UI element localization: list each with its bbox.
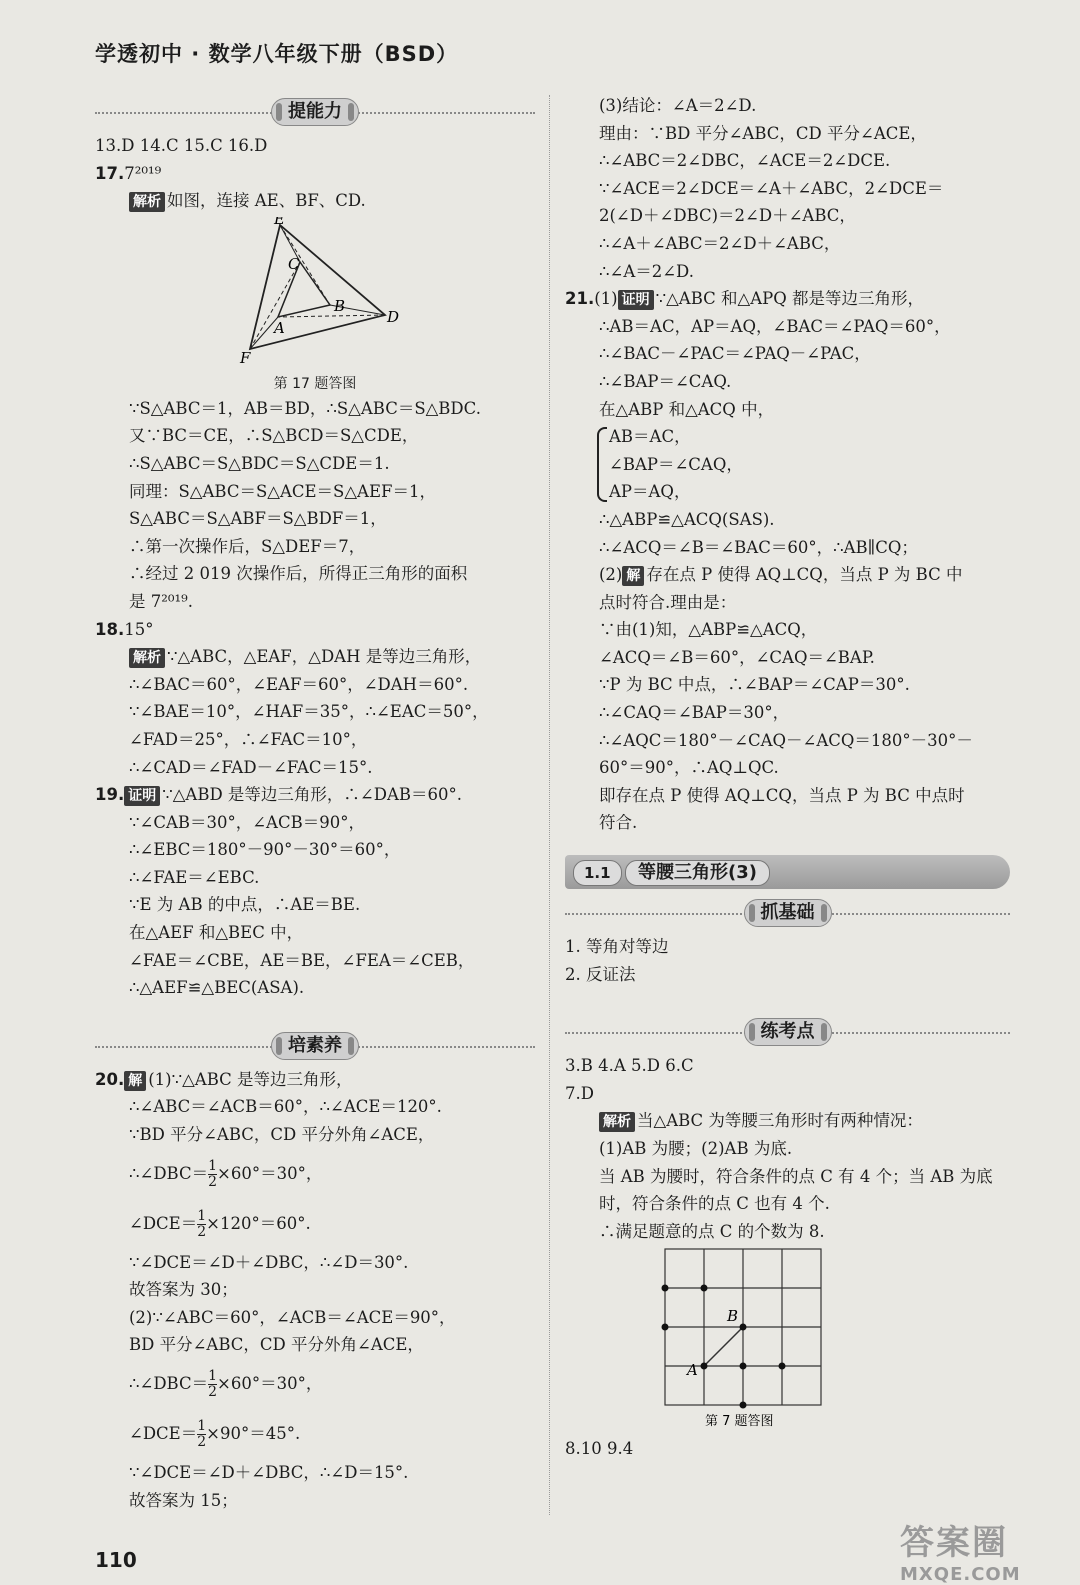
practice-answer: 8.10 9.4 [565, 1439, 634, 1459]
answer-18: 18.15° [95, 619, 154, 639]
unit-banner [565, 855, 1010, 889]
sol-21-line: ∴∠ACQ＝∠B＝∠BAC＝60°，∴AB∥CQ； [599, 537, 918, 557]
sol-21-line: 点时符合.理由是： [599, 592, 737, 612]
sol-21-line: (2) 解 存在点 P 使得 AQ⊥CQ，当点 P 为 BC 中 [599, 565, 963, 585]
sol-21-line: ∠ACQ＝∠B＝60°，∠CAQ＝∠BAP. [599, 647, 875, 667]
section-header-zhuajichu [565, 899, 1010, 929]
section-header-tinengli [95, 98, 535, 128]
analysis-17-intro: 解析 如图，连接 AE、BF、CD. [95, 187, 535, 215]
sol-21-line: ∴∠CAQ＝∠BAP＝30°， [599, 703, 790, 723]
label-d: D [387, 307, 400, 326]
answer-13-16: 13.D 14.C 15.C 16.D [95, 136, 268, 155]
column-divider [549, 95, 550, 1515]
sol-7-line: 解析 当△ABC 为等腰三角形时有两种情况： [565, 1107, 1010, 1135]
sol-19-line: ∵∠CAB＝30°，∠ACB＝90°， [129, 812, 365, 832]
page-number: 110 [95, 1548, 137, 1572]
page-header: 学透初中 · 数学八年级下册（BSD） [95, 42, 459, 66]
basic-answer: 1. 等角对等边 [565, 937, 669, 957]
practice-answer: 3.B 4.A 5.D 6.C [565, 1056, 694, 1076]
section-title: 抓基础 [744, 899, 832, 927]
sol-17-line: 又∵BC＝CE，∴S△BCD＝S△CDE， [129, 426, 419, 446]
sol-17-line: S△ABC＝S△ABF＝S△BDF＝1， [129, 509, 387, 529]
figure-17-caption: 第 17 题答图 [273, 375, 357, 392]
sol-19-line: 在△AEF 和△BEC 中， [129, 923, 304, 943]
sol-17-line: ∵S△ABC＝1，AB＝BD，∴S△ABC＝S△BDC. [129, 398, 481, 418]
sol-17-line: ∴第一次操作后，S△DEF＝7， [129, 536, 366, 556]
label-c: C [288, 254, 300, 273]
sol-20-line: ∠DCE＝ $\frac{1}{2}$ ×90°＝45°. [129, 1418, 301, 1450]
sol-20-line: ∴∠ABC＝∠ACB＝60°，∴∠ACE＝120°. [129, 1097, 442, 1117]
section-header-peisuyang [95, 1032, 535, 1062]
answer-17: 17.7²⁰¹⁹ [95, 163, 162, 183]
sol-7-line: 当 AB 为腰时，符合条件的点 C 有 4 个；当 AB 为底 [599, 1166, 993, 1186]
figure-17-diagram [230, 217, 400, 367]
sol-7-line: (1)AB 为腰；(2)AB 为底. [599, 1139, 793, 1158]
sol-17-line: 是 7²⁰¹⁹. [129, 591, 193, 611]
sol-19-line: ∴△AEF≌△BEC(ASA). [129, 978, 305, 998]
sol-18-line: 解析 ∵△ABC，△EAF，△DAH 是等边三角形， [95, 643, 535, 671]
condition-line: AP＝AQ， [609, 482, 691, 502]
sol-18-line: ∵∠BAE＝10°，∠HAF＝35°，∴∠EAC＝50°， [129, 702, 489, 722]
sol-20-3-line: ∵∠ACE＝2∠DCE＝∠A＋∠ABC，2∠DCE＝ [599, 178, 944, 198]
sol-21-line: 符合. [599, 813, 638, 833]
figure-17 [95, 217, 535, 393]
label-b: B [334, 296, 346, 315]
sol-20-line: ∠DCE＝ $\frac{1}{2}$ ×120°＝60°. [129, 1207, 311, 1240]
sol-21-line: 在△ABP 和△ACQ 中， [599, 399, 775, 419]
sol-20-3-line: ∴∠A＝2∠D. [599, 261, 694, 281]
sol-19-line: ∵E 为 AB 的中点，∴AE＝BE. [129, 895, 361, 915]
sol-19-line: ∠FAE＝∠CBE，AE＝BE，∠FEA＝∠CEB， [129, 950, 475, 970]
label-e: E [274, 216, 285, 228]
sol-21-line: ∵由(1)知，△ABP≌△ACQ， [599, 620, 818, 640]
sol-20-line: ∴∠DBC＝ $\frac{1}{2}$ ×60°＝30°， [129, 1157, 323, 1190]
sol-7-line: ∴满足题意的点 C 的个数为 8. [599, 1221, 825, 1241]
sol-20-3-line: (3)结论：∠A＝2∠D. [599, 96, 757, 115]
answer-21: 21.(1) 证明 ∵△ABC 和△APQ 都是等边三角形， [565, 289, 924, 309]
sol-21-line: ∴∠AQC＝180°－∠CAQ－∠ACQ＝180°－30°－ [599, 730, 973, 750]
answer-20: 20. 解 (1)∵△ABC 是等边三角形， [95, 1069, 353, 1089]
sol-17-line: 同理：S△ABC＝S△ACE＝S△AEF＝1， [129, 481, 436, 501]
sol-7-line: 时，符合条件的点 C 也有 4 个. [599, 1194, 830, 1214]
sol-18-line: ∴∠CAD＝∠FAD－∠FAC＝15°. [129, 757, 373, 777]
practice-answer: 7.D [565, 1083, 594, 1103]
sol-20-line: ∴∠DBC＝ $\frac{1}{2}$ ×60°＝30°， [129, 1368, 323, 1400]
watermark: 答案圈 MXQE.COM [900, 1523, 1021, 1585]
sol-20-line: ∵∠DCE＝∠D＋∠DBC，∴∠D＝15°. [129, 1463, 409, 1482]
figure-7-grid [625, 1247, 825, 1429]
sol-20-3-line: ∴∠A＋∠ABC＝2∠D＋∠ABC， [599, 233, 841, 253]
sol-20-3-line: 2(∠D＋∠DBC)＝2∠D＋∠ABC， [599, 206, 856, 226]
condition-line: AB＝AC， [609, 427, 691, 447]
unit-title: 等腰三角形(3) [625, 860, 770, 886]
sol-21-line: ∴AB＝AC，AP＝AQ，∠BAC＝∠PAQ＝60°， [599, 316, 951, 336]
analysis-tag: 解析 [129, 192, 165, 212]
fraction-half: $\frac{1}{2}$ [197, 1418, 207, 1450]
fraction-half: $\frac{1}{2}$ [208, 1368, 218, 1400]
sol-20-line: 故答案为 30； [129, 1280, 238, 1300]
sol-21-line: ∴∠BAC－∠PAC＝∠PAQ－∠PAC， [599, 344, 871, 364]
sol-17-line: ∴经过 2 019 次操作后，所得正三角形的面积 [129, 564, 468, 584]
sol-21-line: 即存在点 P 使得 AQ⊥CQ，当点 P 为 BC 中点时 [599, 785, 965, 805]
sol-20-3-line: 理由：∵BD 平分∠ABC，CD 平分∠ACE， [599, 123, 927, 143]
sol-20-line: 故答案为 15； [129, 1490, 238, 1510]
sol-18-line: ∴∠BAC＝60°，∠EAF＝60°，∠DAH＝60°. [129, 674, 469, 694]
sas-conditions [595, 423, 1010, 506]
fraction-half: $\frac{1}{2}$ [208, 1157, 218, 1190]
sol-20-3-line: ∴∠ABC＝2∠DBC，∠ACE＝2∠DCE. [599, 151, 891, 171]
section-title: 练考点 [744, 1018, 832, 1046]
section-title: 提能力 [271, 98, 359, 126]
label-a: A [274, 318, 285, 337]
sol-19-line: ∴∠EBC＝180°－90°－30°＝60°， [129, 840, 401, 860]
section-header-liankaodian [565, 1018, 1010, 1048]
sol-21-line: ∴△ABP≌△ACQ(SAS). [599, 509, 775, 529]
fraction-half: $\frac{1}{2}$ [197, 1207, 207, 1240]
basic-answer: 2. 反证法 [565, 964, 636, 984]
label-b: B [727, 1307, 739, 1326]
sol-21-line: ∴∠BAP＝∠CAQ. [599, 371, 732, 391]
unit-number: 1.1 [573, 860, 622, 886]
condition-line: ∠BAP＝∠CAQ， [609, 454, 743, 474]
sol-21-line: ∵P 为 BC 中点，∴∠BAP＝∠CAP＝30°. [599, 675, 910, 695]
label-f: F [240, 348, 251, 367]
sol-20-line: (2)∵∠ABC＝60°，∠ACB＝∠ACE＝90°， [129, 1307, 456, 1327]
sol-19-line: ∴∠FAE＝∠EBC. [129, 867, 260, 887]
left-column [95, 92, 535, 1514]
sol-21-line: 60°＝90°，∴AQ⊥QC. [599, 758, 779, 778]
label-a: A [687, 1361, 698, 1380]
figure-7 [625, 1247, 1010, 1433]
sol-20-line: ∵BD 平分∠ABC，CD 平分外角∠ACE， [129, 1125, 435, 1145]
sol-20-line: ∵∠DCE＝∠D＋∠DBC，∴∠D＝30°. [129, 1252, 409, 1272]
sol-20-line: BD 平分∠ABC，CD 平分外角∠ACE， [129, 1335, 424, 1355]
answer-19: 19. 证明 ∵△ABD 是等边三角形，∴∠DAB＝60°. [95, 785, 463, 805]
figure-7-caption: 第 7 题答图 [705, 1414, 774, 1430]
sol-17-line: ∴S△ABC＝S△BDC＝S△CDE＝1. [129, 453, 390, 473]
sol-18-line: ∠FAD＝25°，∴∠FAC＝10°， [129, 729, 368, 749]
right-column [565, 92, 1010, 1463]
section-title: 培素养 [271, 1032, 359, 1060]
